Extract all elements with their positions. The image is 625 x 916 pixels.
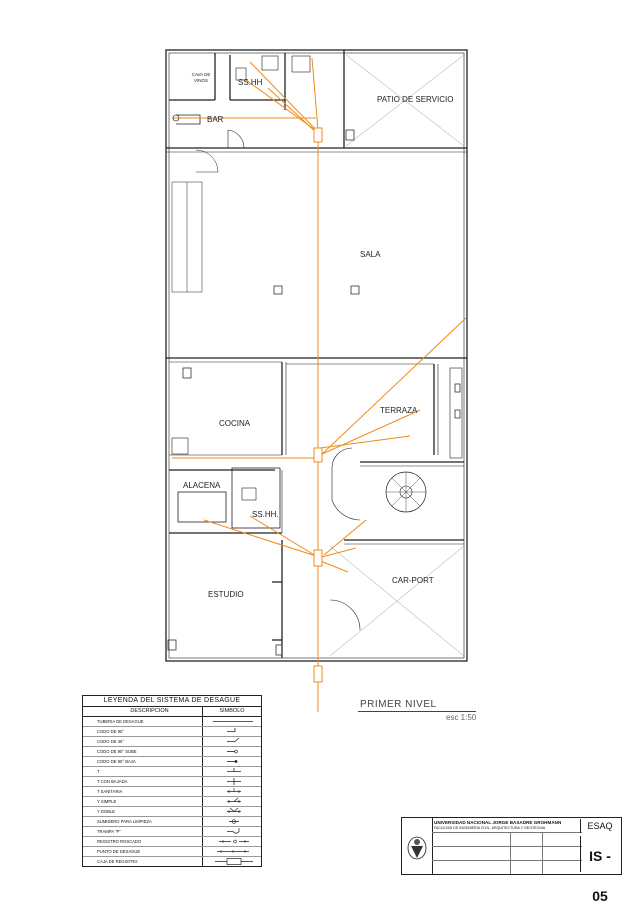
registry-box-2 [314,448,322,462]
legend-row [83,717,261,727]
room-label-sala: SALA [360,250,381,259]
legend-row [83,827,261,837]
legend-row-description: CODO DE 45° [83,737,203,746]
legend-row-description: Y DOBLE [83,807,203,816]
legend-row-description: T [83,767,203,776]
room-label-patio: PATIO DE SERVICIO [377,95,454,104]
legend-row [83,727,261,737]
university-name: UNIVERSIDAD NACIONAL JORGE BASADRE GROHMANN [434,820,562,825]
legend-row-description: TUBERIA DE DESAGUE [83,717,203,726]
legend-col-symbol: SIMBOLO [219,708,245,714]
fixtures [172,56,310,500]
legend-row [83,777,261,787]
legend-row [83,787,261,797]
legend-row [83,857,261,866]
legend-row-description: PUNTO DE DESAGUE [83,847,203,856]
legend-row [83,847,261,857]
legend-row [83,767,261,777]
registry-box-symbol-icon [203,857,261,866]
tee-sanitary-symbol-icon [203,787,261,796]
project-code: ESAQ [580,819,619,833]
legend-row-description: T CON BAJADA [83,777,203,786]
legend-row-description: T SANITARIA [83,787,203,796]
elbow-up-symbol-icon [203,747,261,756]
legend-row [83,747,261,757]
open-area-crosses [330,55,464,656]
legend-row [83,837,261,847]
registry-box-1 [314,128,322,142]
threaded-symbol-icon [203,837,261,846]
legend-row-description: CAJA DE REGISTRO [83,857,203,866]
room-label-cava: CAVA DE VINOS [191,72,211,83]
cleanout-symbol-icon [203,817,261,826]
legend-row-description: TRAMPA "P" [83,827,203,836]
legend-header [83,707,261,717]
registry-box-3 [314,550,322,566]
room-label-carport: CAR-PORT [392,576,434,585]
registry-box-4 [314,666,322,682]
drainage-pipes [172,58,466,712]
legend-row [83,807,261,817]
room-label-sshh-bottom: SS.HH. [252,510,279,519]
legend-row-description: CODO DE 90° BAJA [83,757,203,766]
legend-row [83,757,261,767]
title-block [401,817,622,904]
scale-note: esc 1:50 [446,713,477,722]
elbow-down-symbol-icon [203,757,261,766]
legend-rows [83,717,261,866]
level-title: PRIMER NIVEL [360,699,437,710]
legend-col-description: DESCRIPCION [83,707,203,716]
room-label-bar: BAR [207,115,224,124]
university-seal-icon [402,818,433,874]
legend-title: LEYENDA DEL SISTEMA DE DESAGUE [83,696,261,707]
room-label-alacena: ALACENA [183,481,221,490]
p-trap-symbol-icon [203,827,261,836]
drainage-legend [82,695,262,867]
elbow90-symbol-icon [203,727,261,736]
room-label-terraza: TERRAZA [380,406,418,415]
legend-row [83,797,261,807]
legend-row-description: CODO DE 90° [83,727,203,736]
elbow45-symbol-icon [203,737,261,746]
sheet-number: IS - 05 [580,836,619,872]
room-label-sshh-top: SS.HH [238,78,263,87]
legend-row-description: CODO DE 90° SUBE [83,747,203,756]
room-label-estudio: ESTUDIO [208,590,244,599]
wye-symbol-icon [203,797,261,806]
pipe-symbol-icon [203,717,261,726]
legend-row-description: REGISTRO ROSCADO [83,837,203,846]
legend-row-description: Y SIMPLE [83,797,203,806]
tee-symbol-icon [203,767,261,776]
tee-down-symbol-icon [203,777,261,786]
room-label-cocina: COCINA [219,419,251,428]
legend-row [83,817,261,827]
drain-point-symbol-icon [203,847,261,856]
faculty-name: FACULTAD DE INGENIERIA CIVIL, ARQUITECTURA Y GEOTECNIA [434,826,546,830]
level-title-underline [358,711,476,712]
legend-row [83,737,261,747]
double-wye-symbol-icon [203,807,261,816]
legend-row-description: SUMIDERO PARA LIMPIEZA [83,817,203,826]
